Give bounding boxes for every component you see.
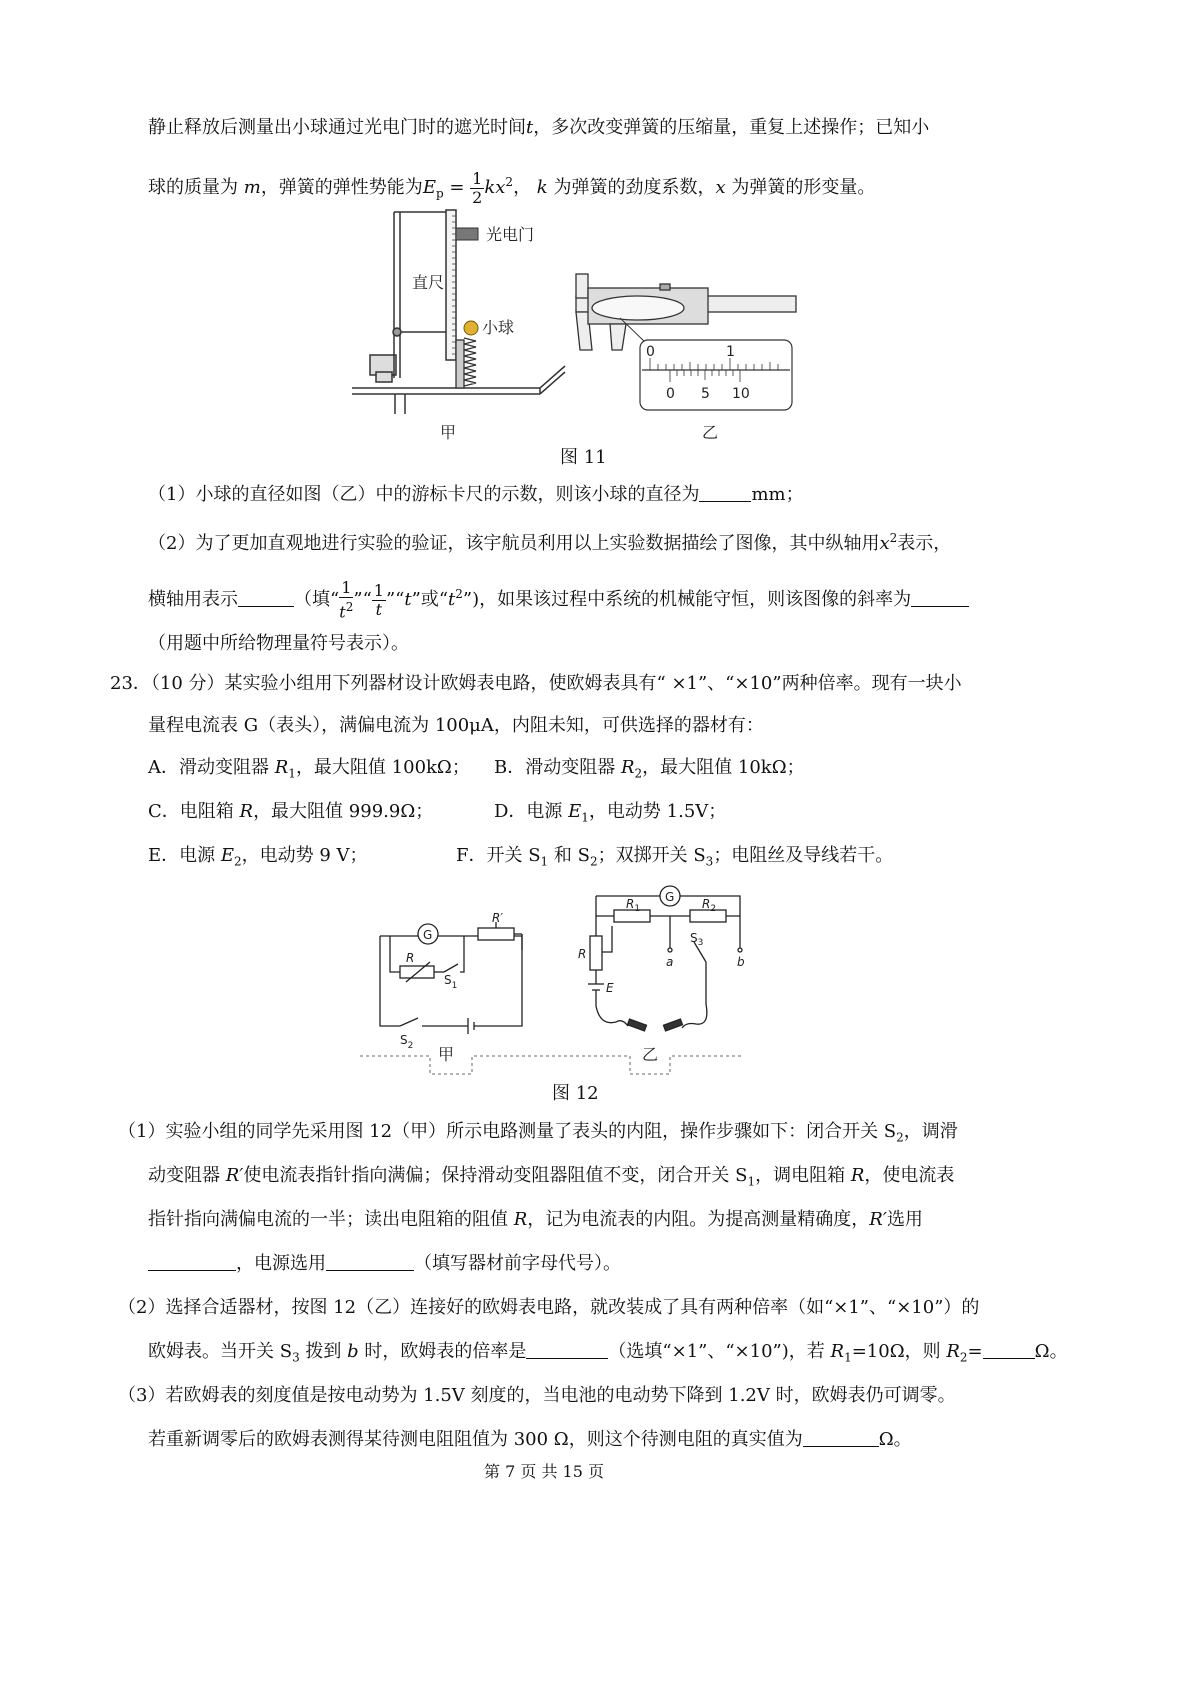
label-rprime: R′ (492, 911, 504, 925)
figure-12-drawing (360, 876, 760, 1076)
option-e: E．电源 $E_2$，电动势 9 V； (148, 845, 368, 869)
answer-blank-axis[interactable] (238, 588, 294, 607)
page-footer: 第 7 页 共 15 页 (484, 1462, 604, 1481)
vernier-10: 10 (732, 386, 750, 402)
figure-12-caption: 图 12 (552, 1083, 599, 1104)
intro-line-1: 静止释放后测量出小球通过光电门时的遮光时间t，多次改变弹簧的压缩量，重复上述操作；已知小 (148, 117, 930, 138)
label-s1: $S_1$ (444, 973, 458, 991)
terminal-b: b (737, 955, 745, 969)
fraction-half: $\frac{1}{2}$ (472, 168, 483, 207)
q23-part3-line1: （3）若欧姆表的刻度值是按电动势为 1.5V 刻度的，当电池的电动势下降到 1.2V 时，欧姆表仍可调零。 (118, 1385, 956, 1406)
label-s3: $S_3$ (690, 931, 704, 948)
subfig-jia-12: 甲 (438, 1045, 455, 1064)
q23-line-1: 23．（10 分）某实验小组用下列器材设计欧姆表电路，使欧姆表具有“ ×1”、“×10”两种倍率。现有一块小 (110, 673, 962, 694)
label-s2: $S_2$ (400, 1033, 414, 1051)
q22-part2-line3: （用题中所给物理量符号表示）。 (148, 633, 409, 654)
vernier-magnified (640, 340, 792, 410)
figure-11-caption: 图 11 (560, 447, 607, 468)
answer-blank-rprime[interactable] (148, 1252, 236, 1271)
q23-part1-line3: 指针指向满偏电流的一半；读出电阻箱的阻值 R，记为电流表的内阻。为提高测量精确度，R′选用 (148, 1209, 923, 1230)
main-scale-1: 1 (726, 344, 735, 360)
option-b: B．滑动变阻器 $R_2$，最大阻值 10kΩ； (494, 757, 805, 781)
answer-blank-r2[interactable] (983, 1340, 1035, 1359)
answer-blank-source[interactable] (326, 1252, 414, 1271)
q23-part1-line4: ，电源选用 （填写器材前字母代号）。 (148, 1252, 621, 1276)
vernier-5: 5 (701, 386, 710, 402)
intro-line-2: 球的质量为 m，弹簧的弹性势能为$E_p$ = $\frac{1}{2}$ $kx^2$， k 为弹簧的劲度系数，x 为弹簧的形变量。 (148, 168, 876, 207)
answer-blank-multiplier[interactable] (526, 1340, 608, 1359)
option-f: F．开关 $S_1$ 和 $S_2$；双掷开关 $S_3$；电阻丝及导线若干。 (456, 845, 894, 869)
label-photogate: 光电门 (486, 225, 535, 244)
figure-11-drawing (340, 200, 860, 480)
main-scale-0: 0 (646, 344, 655, 360)
q22-part1: （1）小球的直径如图（乙）中的游标卡尺的示数，则该小球的直径为 mm； (148, 484, 804, 505)
photogate (456, 228, 478, 240)
q23-part2-line1: （2）选择合适器材，按图 12（乙）连接好的欧姆表电路，就改装成了具有两种倍率（如“×1”、“×10”）的 (118, 1297, 980, 1318)
label-r-yi: R (578, 947, 587, 961)
terminal-a: a (666, 955, 674, 969)
spring (456, 338, 476, 388)
answer-blank-diameter[interactable] (699, 483, 751, 502)
q23-part2-line2: 欧姆表。当开关 $S_3$ 拨到 b 时，欧姆表的倍率是 （选填“×1”、“×10”)，若 $R_1=10\Omega$，则 $R_2= \Omega$。 (148, 1341, 1068, 1365)
caliper (576, 274, 796, 350)
subfig-jia: 甲 (440, 423, 457, 442)
answer-blank-slope[interactable] (911, 588, 969, 607)
q22-part2-line2: 横轴用表示 （填“ $\frac{1}{t^2}$ ”“ $\frac{1}{t}$ ”“t”或“$t^2$”)，如果该过程中系统的机械能守恒，则该图像的斜率为 (148, 572, 969, 622)
figure-11 (340, 200, 860, 480)
label-e: E (606, 981, 614, 995)
option-c: C．电阻箱 R，最大阻值 999.9Ω； (148, 801, 434, 822)
ball (464, 321, 478, 335)
subfig-yi: 乙 (702, 423, 719, 442)
label-r1: $R_1$ (626, 897, 641, 914)
answer-blank-true-resistance[interactable] (803, 1428, 879, 1447)
subfig-yi-12: 乙 (642, 1045, 659, 1064)
label-r2: $R_2$ (702, 897, 717, 914)
option-d: D．电源 $E_1$，电动势 1.5V； (494, 801, 727, 825)
q23-part1-line2: 动变阻器 R′使电流表指针指向满偏；保持滑动变阻器阻值不变，闭合开关 $S_1$，调电阻箱 R，使电流表 (148, 1165, 955, 1189)
q23-line-2: 量程电流表 G（表头），满偏电流为 100μA，内阻未知，可供选择的器材有： (148, 715, 764, 736)
q23-part1-line1: （1）实验小组的同学先采用图 12（甲）所示电路测量了表头的内阻，操作步骤如下：闭合开关 $S_2$，调滑 (118, 1121, 958, 1145)
label-r-jia: R (406, 951, 415, 965)
vernier-0: 0 (666, 386, 675, 402)
galvanometer-g-yi: G (665, 890, 675, 904)
galvanometer-g-jia: G (423, 928, 433, 942)
figure-12 (360, 876, 760, 1076)
q23-part3-line2: 若重新调零后的欧姆表测得某待测电阻阻值为 300 Ω，则这个待测电阻的真实值为 Ω。 (148, 1429, 912, 1450)
label-ball: 小球 (482, 318, 515, 337)
label-ruler: 直尺 (412, 273, 445, 292)
q22-part2: （2）为了更加直观地进行实验的验证，该宇航员利用以上实验数据描绘了图像，其中纵轴用$x^2$表示， (148, 531, 952, 554)
option-a: A．滑动变阻器 $R_1$，最大阻值 100kΩ； (148, 757, 470, 781)
